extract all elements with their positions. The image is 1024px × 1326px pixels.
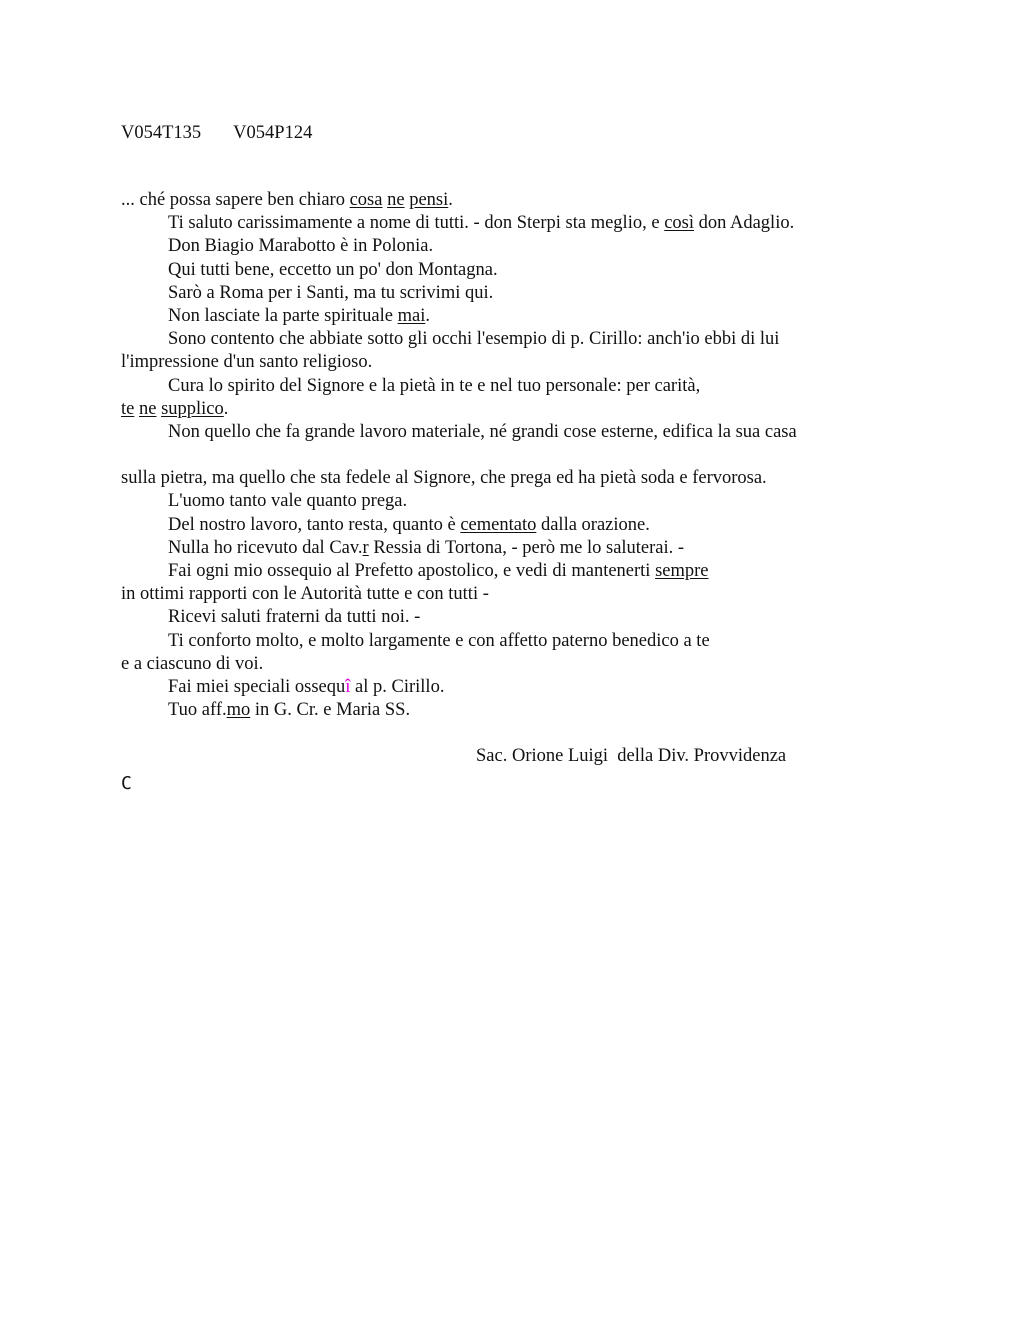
underlined-word: r [362, 537, 369, 558]
letter-body [121, 189, 881, 722]
letter-line: te ne supplico. [121, 398, 229, 419]
underlined-word: sempre [655, 561, 709, 581]
underlined-word: ne [387, 190, 405, 210]
document-reference [121, 122, 312, 144]
letter-line: Sarò a Roma per i Santi, ma tu scrivimi qui. [168, 282, 494, 303]
footer-code: C [121, 773, 132, 794]
underlined-word: cementato [460, 514, 537, 535]
letter-line: sulla pietra, ma quello che sta fedele al Signore, che prega ed ha pietà soda e fervorosa. [121, 468, 767, 489]
letter-line: Sono contento che abbiate sotto gli occhi l'esempio di p. Cirillo: anch'io ebbi di lui [168, 329, 780, 350]
underlined-word: mai [397, 305, 426, 326]
underlined-word: te [121, 398, 135, 419]
signature: Sac. Orione Luigi della Div. Provvidenza [476, 746, 787, 766]
underlined-word: ne [138, 398, 157, 419]
letter-line: l'impressione d'un santo religioso. [121, 352, 373, 373]
reference-code-right: V054P124 [233, 123, 313, 143]
letter-line: e a ciascuno di voi. [121, 653, 264, 674]
underlined-word: pensi [409, 190, 449, 210]
letter-line: Fai miei speciali ossequî al p. Cirillo. [168, 676, 445, 697]
letter-line: Fai ogni mio ossequio al Prefetto apostolico, e vedi di mantenerti sempre [168, 561, 709, 581]
letter-line: ... ché possa sapere ben chiaro cosa ne pensi. [121, 190, 453, 210]
letter-line: Ricevi saluti fraterni da tutti noi. - [168, 607, 421, 628]
letter-line: Nulla ho ricevuto dal Cav.r Ressia di Tortona, - però me lo saluterai. - [168, 537, 685, 558]
letter-line: Non quello che fa grande lavoro materiale, né grandi cose esterne, edifica la sua casa [168, 421, 797, 442]
letter-line: Cura lo spirito del Signore e la pietà in te e nel tuo personale: per carità, [168, 375, 701, 396]
letter-line: L'uomo tanto vale quanto prega. [168, 491, 408, 512]
letter-line: Don Biagio Marabotto è in Polonia. [168, 236, 434, 257]
letter-line: Ti saluto carissimamente a nome di tutti. - don Sterpi sta meglio, e così don Adaglio. [168, 213, 795, 234]
letter-line: Qui tutti bene, eccetto un po' don Montagna. [168, 259, 498, 280]
letter-line: Non lasciate la parte spirituale mai. [168, 305, 430, 326]
blank-line [121, 444, 881, 467]
letter-line: in ottimi rapporti con le Autorità tutte e con tutti - [121, 584, 489, 605]
letter-line: Tuo aff.mo in G. Cr. e Maria SS. [168, 700, 411, 721]
underlined-word: così [664, 213, 694, 234]
underlined-word: mo [226, 700, 251, 721]
underlined-word: cosa [349, 190, 383, 210]
reference-code-left: V054T135 [121, 123, 202, 143]
letter-line: Del nostro lavoro, tanto resta, quanto è cementato dalla orazione. [168, 514, 650, 535]
underlined-word: supplico [161, 398, 224, 419]
highlighted-character: î [345, 676, 351, 697]
letter-line: Ti conforto molto, e molto largamente e con affetto paterno benedico a te [168, 630, 710, 651]
